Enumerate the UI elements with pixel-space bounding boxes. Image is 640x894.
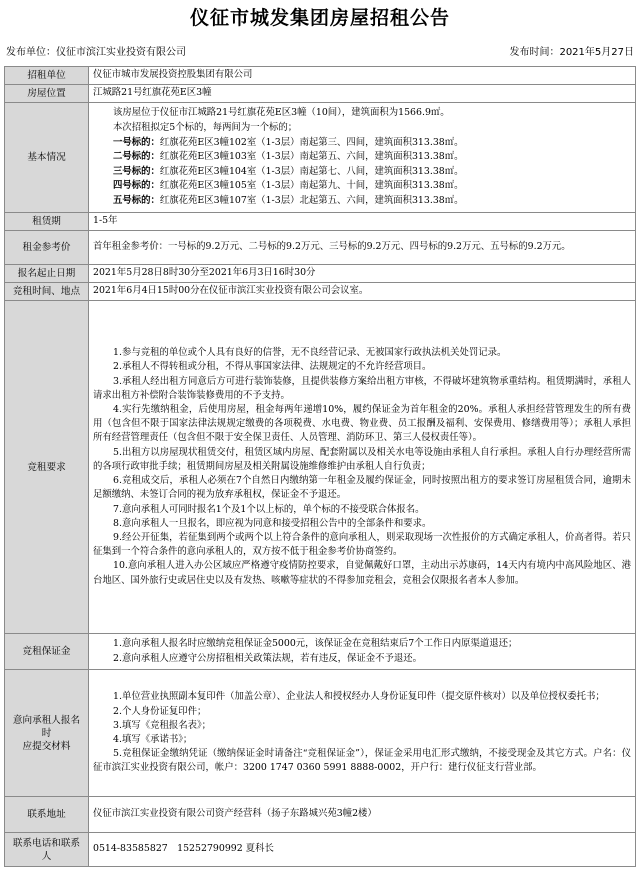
contact-label-line: 人 (41, 850, 52, 862)
requirement-item: 9.经公开征集，若征集到两个或两个以上符合条件的意向承租人，则采取现场一次性报价的方式确定承租人，价高者得。若只征集到一个符合条件的意向承租人的，双方按不低于租金参考价协商签约。 (93, 531, 631, 558)
row-materials (5, 670, 636, 797)
basic-intro-1: 该房屋位于仪征市江城路21号红旗花苑E区3幢（10间），建筑面积为1566.9㎡。 (113, 107, 450, 119)
lot-name: 三号标的： (113, 165, 160, 177)
basic-label: 基本情况 (5, 103, 89, 213)
lessor-label: 招租单位 (5, 67, 89, 85)
signup-label: 报名起止日期 (5, 265, 89, 283)
material-item: 1.单位营业执照副本复印件（加盖公章）、企业法人和授权经办人身份证复印件（提交原件核对）以及单位授权委托书； (113, 691, 605, 703)
requirement-item: 7.意向承租人可同时报名1个及1个以上标的，单个标的不接受联合体报名。 (113, 503, 425, 515)
lot-name: 五号标的： (113, 194, 160, 206)
lot-desc: 红旗花苑E区3幢104室（1-3层）南起第七、八间，建筑面积313.38㎡。 (159, 165, 464, 177)
material-item: 2.个人身份证复印件； (113, 705, 207, 717)
location-label: 房屋位置 (5, 85, 89, 103)
deposit-item: 1.意向承租人报名时应缴纳竞租保证金5000元，该保证金在竞租结束后7个工作日内原渠道退还； (113, 637, 518, 649)
requirements-label: 竞租要求 (5, 301, 89, 634)
bidtime-value: 2021年6月4日15时00分在仪征市滨江实业投资有限公司会议室。 (89, 283, 636, 301)
requirement-item: 1.参与竞租的单位或个人具有良好的信誉，无不良经营记录、无被国家行政执法机关处罚记录。 (113, 347, 507, 359)
requirement-item: 2.承租人不得转租或分租，不得从事国家法律、法规规定的不允许经营项目。 (113, 361, 432, 373)
lot-name: 四号标的： (113, 180, 160, 192)
lot-line (93, 194, 631, 209)
row-requirements (5, 301, 636, 634)
requirement-item: 4.实行先缴纳租金，后使用房屋，租金每两年递增10%，履约保证金为首年租金的20%。承租人承担经营管理发生的所有费用（包含但不限于国家法律法规规定缴费的各项税费、水电费、物业费、员工报酬及福利、安保费用、修缮费用等）；承租人承担所有经营管理责任（包含但不限于安全保卫责任、人员管理、消防环卫、第三人侵权责任等）。 (93, 404, 631, 444)
lessor-value: 仪征市城市发展投资控股集团有限公司 (89, 67, 636, 85)
requirement-item: 5.出租方以房屋现状租赁交付，租赁区域内房屋、配套附属以及相关水电等设施由承租人自行承担。承租人自行办理经营所需的各项行政审批手续；租赁期间房屋及相关附属设施维修维护由承租人自行负责； (93, 446, 631, 472)
lot-desc: 红旗花苑E区3幢103室（1-3层）南起第五、六间，建筑面积313.38㎡。 (159, 151, 464, 163)
materials-label-line: 时 (41, 727, 52, 739)
material-item: 4.填写《承诺书》； (113, 734, 193, 745)
rent-label: 租金参考价 (5, 231, 89, 265)
row-location (5, 85, 636, 103)
materials-label (5, 670, 89, 797)
lot-name: 二号标的： (113, 151, 160, 163)
contact-label-line: 联系电话和联系 (12, 837, 81, 849)
page-title: 仪征市城发集团房屋招租公告 (189, 7, 450, 29)
row-basic (5, 103, 636, 213)
contact-label (5, 833, 89, 867)
row-term (5, 213, 636, 231)
requirement-item: 6.竞租成交后，承租人必须在7个自然日内缴纳第一年租金及履约保证金，同时按照出租方的要求签订房屋租赁合同，逾期未足额缴纳、未签订合同的视为放弃承租权，保证金不予退还。 (93, 475, 631, 501)
material-item: 5.竞租保证金缴纳凭证（缴纳保证金时请备注“竞租保证金”），保证金采用电汇形式缴纳，不接受现金及其它方式。户名：仪征市滨江实业投资有限公司，帐户：3200 1747 0360 5991 8888-0002，开户行：建行仪征支行营业部。 (93, 748, 631, 774)
materials-value (89, 670, 636, 797)
term-value: 1-5年 (89, 213, 636, 231)
materials-label-line: 应提交材料 (22, 740, 71, 752)
announcement-table (4, 66, 636, 867)
requirement-item: 8.意向承租人一旦报名，即应视为同意和接受招租公告中的全部条件和要求。 (113, 517, 432, 529)
basic-intro-2: 本次招租拟定5个标的，每两间为一个标的； (113, 122, 298, 134)
requirement-item: 3.承租人经出租方同意后方可进行装饰装修，且提供装修方案给出租方审核，不得破坏建筑物承重结构。租赁期满时，承租人请求出租方补偿附合装饰装修费用的不予支持。 (93, 375, 631, 401)
requirements-value (89, 301, 636, 634)
materials-label-line: 意向承租人报名 (12, 714, 81, 726)
row-signup (5, 265, 636, 283)
publisher-label: 发布单位：仪征市滨江实业投资有限公司 (6, 47, 186, 58)
term-label: 租赁期 (5, 213, 89, 231)
publish-info-row (0, 42, 640, 64)
row-lessor (5, 67, 636, 85)
row-address (5, 797, 636, 833)
deposit-item: 2.意向承租人应遵守公房招租相关政策法规，若有违反，保证金不予退还。 (113, 652, 422, 664)
row-rent (5, 231, 636, 265)
deposit-label: 竞租保证金 (5, 634, 89, 670)
material-item: 3.填写《竞租报名表》； (113, 719, 212, 731)
lot-desc: 红旗花苑E区3幢107室（1-3层）北起第五、六间，建筑面积313.38㎡。 (159, 194, 464, 206)
lot-line (93, 179, 631, 194)
basic-value (89, 103, 636, 213)
address-value: 仪征市滨江实业投资有限公司资产经营科（扬子东路城兴苑3幢2楼） (89, 797, 636, 833)
row-bidtime (5, 283, 636, 301)
publish-time: 发布时间：2021年5月27日 (509, 47, 634, 58)
location-value: 江城路21号红旗花苑E区3幢 (89, 85, 636, 103)
requirement-item: 10.意向承租人进入办公区域应严格遵守疫情防控要求，自觉佩戴好口罩，主动出示苏康码，14天内有境内中高风险地区、港台地区、国外旅行史或居住史以及有发热、咳嗽等症状的不得参加竞租会，竞租会仅限报名者本人参加。 (93, 560, 631, 586)
rent-value: 首年租金参考价：一号标的9.2万元、二号标的9.2万元、三号标的9.2万元、四号标的9.2万元、五号标的9.2万元。 (89, 231, 636, 265)
lot-desc: 红旗花苑E区3幢102室（1-3层）南起第三、四间，建筑面积313.38㎡。 (159, 136, 464, 148)
address-label: 联系地址 (5, 797, 89, 833)
lot-line (93, 165, 631, 180)
signup-value: 2021年5月28日8时30分至2021年6月3日16时30分 (89, 265, 636, 283)
contact-value: 0514-83585827 15252790992 夏科长 (89, 833, 636, 867)
row-contact (5, 833, 636, 867)
bidtime-label: 竞租时间、地点 (5, 283, 89, 301)
lot-line (93, 150, 631, 165)
lot-desc: 红旗花苑E区3幢105室（1-3层）南起第九、十间，建筑面积313.38㎡。 (159, 180, 464, 192)
deposit-value (89, 634, 636, 670)
lot-name: 一号标的： (113, 136, 160, 148)
lot-line (93, 136, 631, 151)
row-deposit (5, 634, 636, 670)
